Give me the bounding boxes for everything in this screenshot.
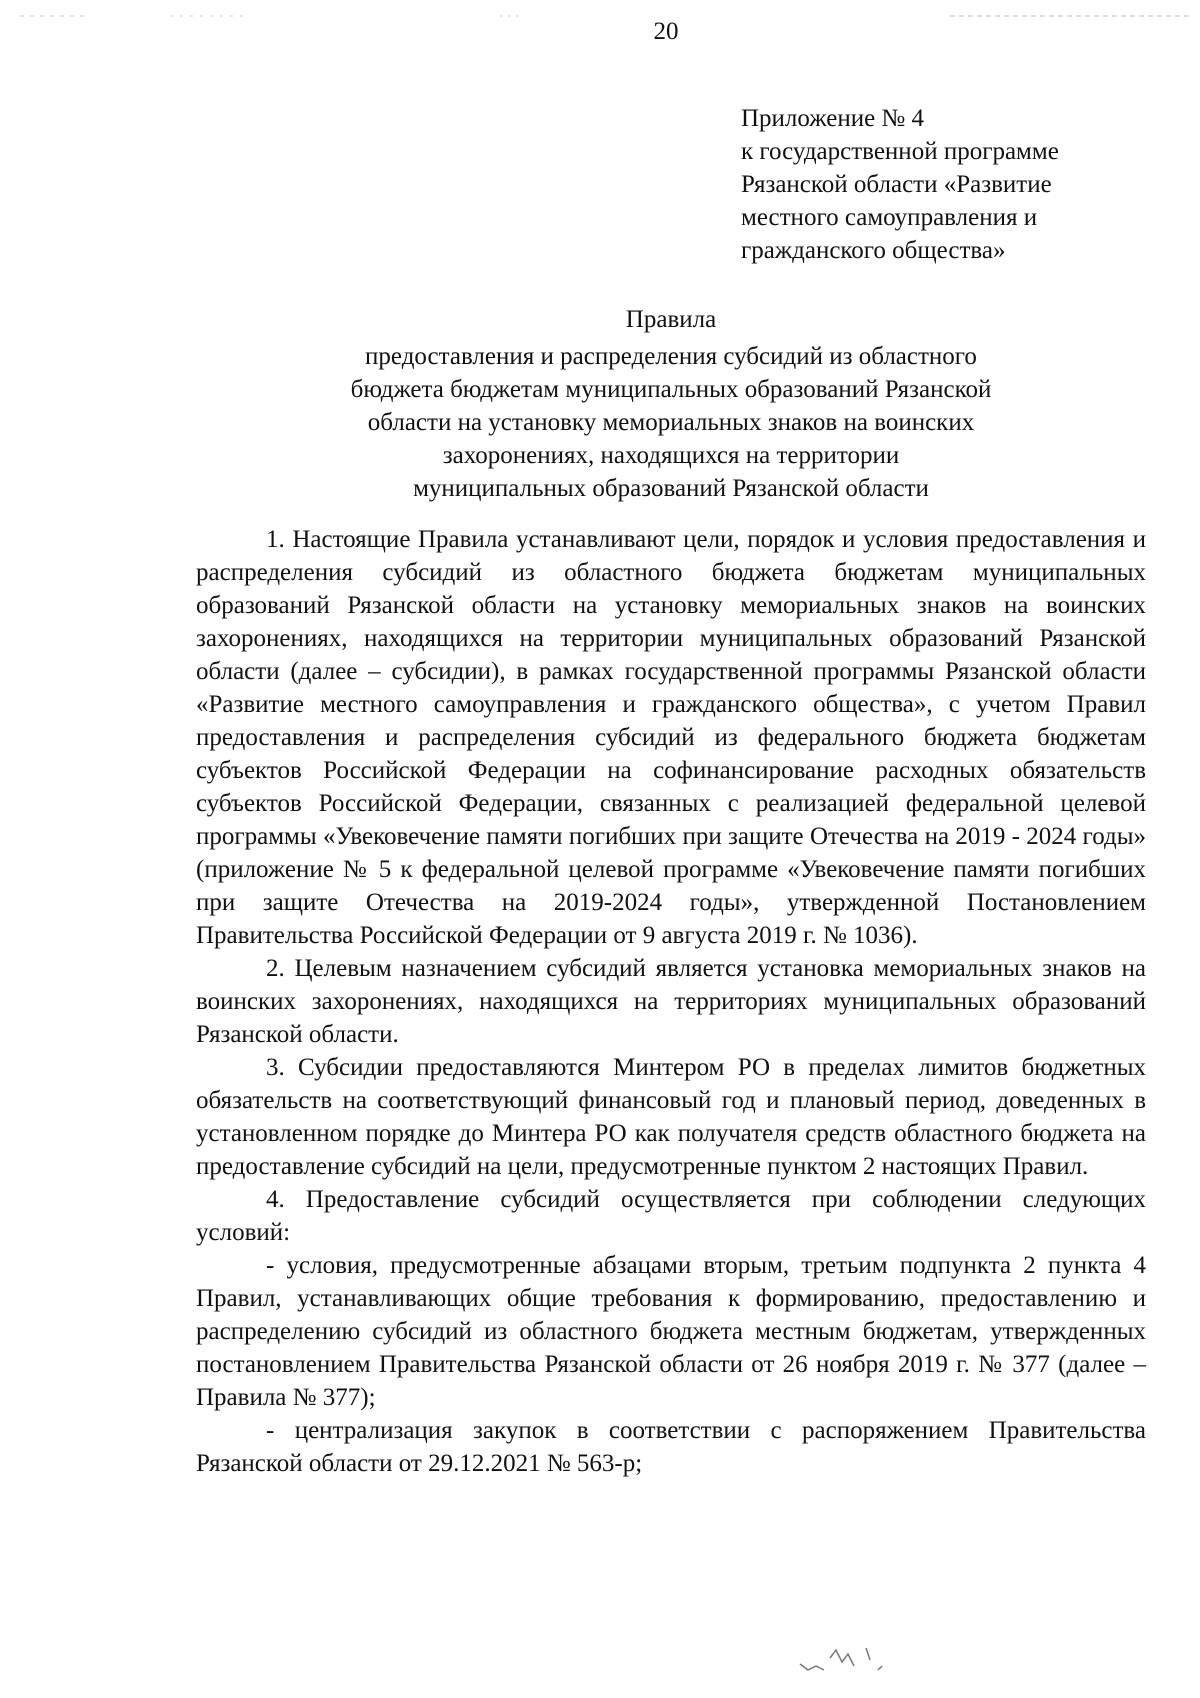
title-line: области на установку мемориальных знаков на воинских xyxy=(367,409,975,436)
title-line: бюджета бюджетам муниципальных образований Рязанской xyxy=(350,376,992,403)
page-number: 20 xyxy=(653,18,679,45)
appendix-line: к государственной программе xyxy=(741,138,1059,165)
paragraph-2: 2. Целевым назначением субсидий является установка мемориальных знаков на воинских захоронениях, находящихся на территориях муниципальных образований Рязанской области. xyxy=(196,955,1146,1048)
document-title xyxy=(196,303,1146,505)
title-line: муниципальных образований Рязанской области xyxy=(413,475,929,502)
appendix-line: гражданского общества» xyxy=(741,237,1006,264)
paragraph-1: 1. Настоящие Правила устанавливают цели, порядок и условия предоставления и распределения субсидий из областного бюджета бюджетам муниципальных образований Рязанской области на установку мемориальных знаков на воинских захоронениях, находящихся на территории муниципальных образований Рязанской области (далее – субсидии), в рамках государственной программы Рязанской области «Развитие местного самоуправления и гражданского общества», с учетом Правил предоставления и распределения субсидий из федерального бюджета бюджетам субъектов Российской Федерации на софинансирование расходных обязательств субъектов Российской Федерации, связанных с реализацией федеральной целевой программы «Увековечение памяти погибших при защите Отечества на 2019 - 2024 годы» (приложение № 5 к федеральной целевой программе «Увековечение памяти погибших при защите Отечества на 2019-2024 годы», утвержденной Постановлением Правительства Российской Федерации от 9 августа 2019 г. № 1036). xyxy=(196,526,1146,949)
appendix-line: Рязанской области «Развитие xyxy=(741,171,1052,198)
title-heading: Правила xyxy=(625,306,717,333)
document-body xyxy=(196,523,1146,1480)
appendix-line: Приложение № 4 xyxy=(741,105,925,132)
appendix-reference xyxy=(741,102,1171,267)
title-line: захоронениях, находящихся на территории xyxy=(442,442,900,469)
appendix-line: местного самоуправления и xyxy=(741,204,1038,231)
signature-mark xyxy=(790,1640,910,1676)
paragraph-condition-1: - условия, предусмотренные абзацами вторым, третьим подпункта 2 пункта 4 Правил, устанавливающих общие требования к формированию, предоставлению и распределению субсидий из областного бюджета местным бюджетам, утвержденных постановлением Правительства Рязанской области от 26 ноября 2019 г. № 377 (далее – Правила № 377); xyxy=(196,1252,1146,1411)
title-line: предоставления и распределения субсидий из областного xyxy=(365,343,977,370)
paragraph-3: 3. Субсидии предоставляются Минтером РО в пределах лимитов бюджетных обязательств на соответствующий финансовый год и плановый период, доведенных в установленном порядке до Минтера РО как получателя средств областного бюджета на предоставление субсидий на цели, предусмотренные пунктом 2 настоящих Правил. xyxy=(196,1054,1146,1180)
paragraph-condition-2: - централизация закупок в соответствии с распоряжением Правительства Рязанской области от 29.12.2021 № 563-р; xyxy=(196,1417,1146,1477)
paragraph-4: 4. Предоставление субсидий осуществляется при соблюдении следующих условий: xyxy=(196,1186,1146,1246)
